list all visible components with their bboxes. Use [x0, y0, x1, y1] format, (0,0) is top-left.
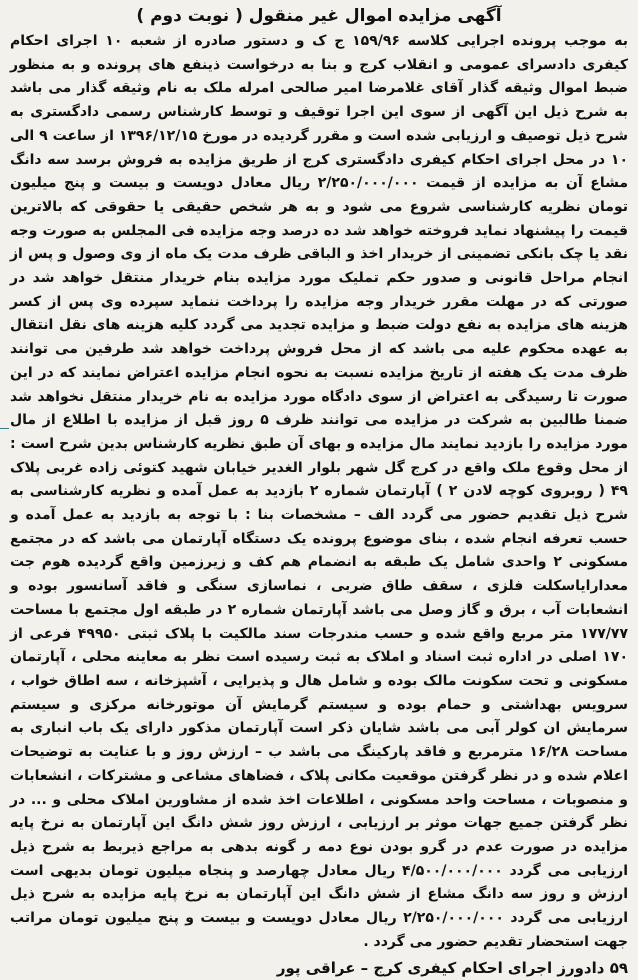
notice-signature: ۵۹ دادورز اجرای احکام کیفری کرج – عراقی پور: [276, 959, 628, 978]
margin-mark: [0, 428, 9, 429]
notice-title: آگهی مزایده اموال غیر منقول ( نوبت دوم ): [136, 6, 502, 26]
notice-body: به موجب پرونده اجرایی کلاسه ۱۵۹/۹۶ ج ک و دستور صادره از شعبه ۱۰ اجرای احکام کیفری دادسرای عمومی و انقلاب کرج و بنا به درخواست ذینفع های پرونده و به منظور ضبط اموال وثیقه گذار آقای غلامرضا امیر صالحی امرله ملک به نام وثیقه گذار می باشد به شرح ذیل این آگهی از سوی این اجرا توقیف و توسط کارشناس رسمی دادگستری به شرح ذیل توصیف و ارزیابی شده است و مقرر گردیده در مورخ ۱۳۹۶/۱۲/۱۵ از ساعت ۹ الی ۱۰ در محل اجرای احکام کیفری دادگستری کرج از طریق مزایده به فروش برسد سه دانگ مشاع آن به مزایده از قیمت ۲/۲۵۰/۰۰۰/۰۰۰ ریال معادل دویست و بیست و پنج میلیون تومان نظریه کارشناسی شروع می شود و به هر شخص حقیقی یا حقوقی که بالاترین قیمت را پیشنهاد نماید فروخته خواهد شد ده درصد وجه مزایده فی المجلس به صورت وجه نقد یا چک بانکی تضمینی از خریدار اخذ و الباقی ظرف مدت یک ماه از وی وصول و پس از انجام مراحل قانونی و صدور حکم تملیک مورد مزایده بنام خریدار منتقل خواهد شد در صورتی که در مهلت مقرر خریدار وجه مزایده را پرداخت ننماید سپرده وی پس از کسر هزینه های مزایده به نفع دولت ضبط و مزایده تجدید می گردد کلیه هزینه های نقل انتقال به عهده محکوم علیه می باشد که از محل فروش پرداخت خواهد شد طرفین می توانند ظرف مدت یک هفته از تاریخ مزایده نسبت به نحوه انجام مزایده اعتراض نمایند که در این صورت تا رسیدگی به اعتراض از سوی دادگاه مورد مزایده به نام خریدار منتقل نخواهد شد ضمنا طالبین به شرکت در مزایده می توانند ظرف ۵ روز قبل از مزایده با اطلاع از مال مورد مزایده را بازدید نمایند مال مزایده و بهای آن طبق نظریه کارشناس بدین شرح است : از محل وقوع ملک واقع در کرج گل شهر بلوار الغدیر خیابان شهید کتوئی زاده غربی پلاک ۴۹ ( روبروی کوچه لادن ۲ ) آپارتمان شماره ۲ بازدید به عمل آمده و نظریه کارشناسی به شرح ذیل تقدیم حضور می گردد الف – مشخصات بنا : با توجه به بازدید به عمل آمده و حسب تعرفه انجام شده ، بنای موضوع پرونده یک دستگاه آپارتمان می باشد که در مجتمع مسکونی ۲ واحدی شامل یک طبقه به انضمام هم کف و زیرزمین واقع گردیده هوم جت معدارایاسکلت فلزی ، سقف طاق ضربی ، نماسازی سنگی و فاقد آسانسور بوده و انشعابات آب ، برق و گاز وصل می باشد آپارتمان شماره ۲ در طبقه اول مجتمع با مساحت ۱۷۷/۷۷ متر مربع واقع شده و حسب مندرجات سند مالکیت با پلاک ثبتی ۴۹۹۵۰ فرعی از ۱۷۰ اصلی در اداره ثبت اسناد و املاک به ثبت رسیده است نظر به معاینه محلی ، آپارتمان مسکونی و تحت سکونت مالک بوده و شامل هال و پذیرایی ، آشپزخانه ، سه اطاق خواب ، سرویس بهداشتی و حمام بوده و سیستم گرمایش آن موتورخانه مرکزی و سیستم سرمایش ان کولر آبی می باشد شایان ذکر است آپارتمان مذکور دارای یک باب انباری به مساحت ۱۶/۲۸ مترمربع و فاقد پارکینگ می باشد ب – ارزش روز و با عنایت به توضیحات اعلام شده و در نظر گرفتن موقعیت مکانی پلاک ، فضاهای مشاعی و مشترکات ، انشعابات و منصوبات ، مساحت واحد مسکونی ، اطلاعات اخذ شده از مشاورین املاک محلی و ... در نظر گرفتن جمیع جهات موثر بر ارزیابی ، ارزش روز شش دانگ این آپارتمان به نرخ پایه مزایده در صورت عدم در گرو بودن نوع دمه ر گونه بدهی به مراجع ذیربط به شرح ذیل ارزیابی می گردد ۴/۵۰۰/۰۰۰/۰۰۰ ریال معادل چهارصد و پنجاه میلیون تومان بدیهی است ارزش و روز سه دانگ مشاع از شش دانگ این آپارتمان به نرخ پایه مزایده به شرح ذیل ارزیابی می گردد ۲/۲۵۰/۰۰۰/۰۰۰ ریال معادل دویست و بیست و پنج میلیون تومان مراتب جهت استحضار تقدیم حضور می گردد .: [10, 33, 629, 950]
